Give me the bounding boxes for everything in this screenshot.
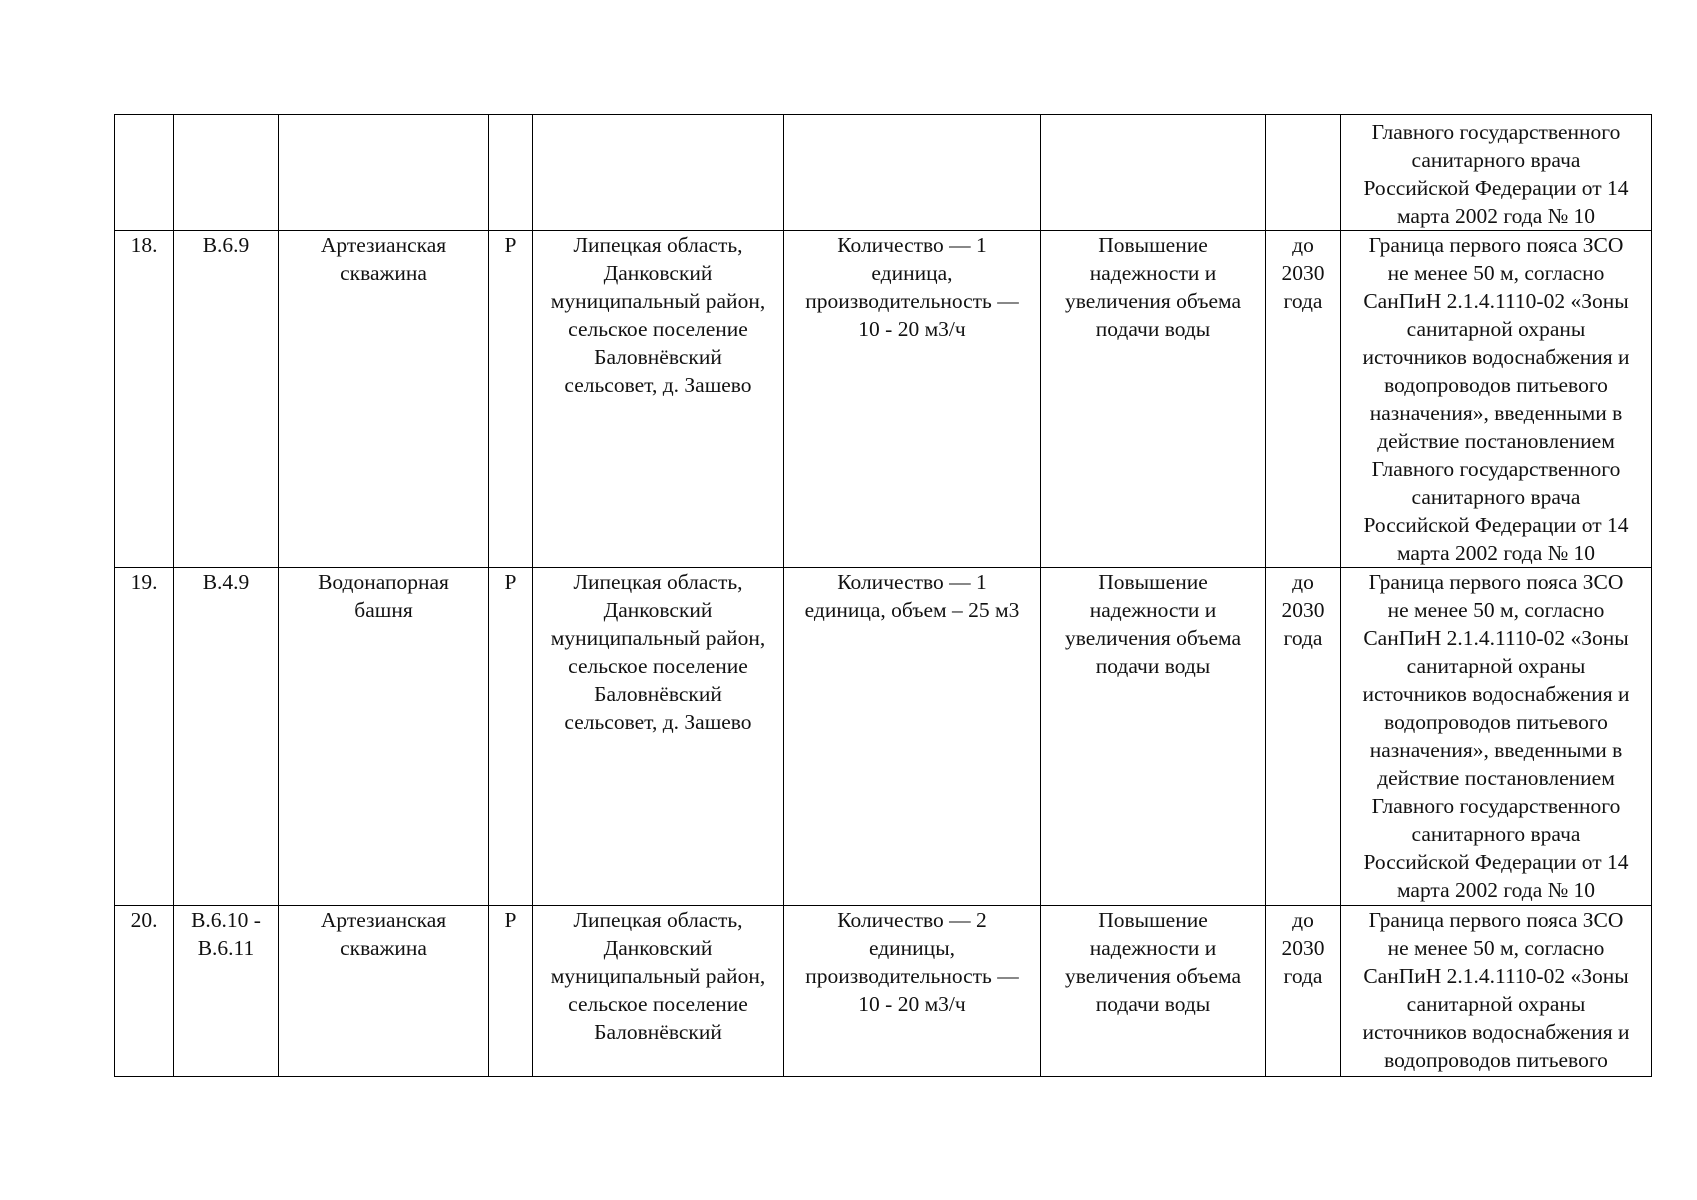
object-term: до 2030 года [1281,233,1325,313]
object-name: Водонапорная башня [318,570,449,622]
cell-name [279,231,489,568]
object-status: Р [504,570,517,594]
row-number: 19. [130,570,158,594]
table-row-continuation [115,115,1652,231]
object-status: Р [504,233,517,257]
object-code: В.6.9 [202,233,250,257]
row-number: 20. [130,908,158,932]
cell-term [1266,231,1341,568]
cell-code [174,115,279,231]
cell-name [279,115,489,231]
cell-requirement [1341,115,1652,231]
cell-num [115,568,174,906]
requirement-text: Граница первого пояса ЗСО не менее 50 м, согласно СанПиН 2.1.4.1110-02 «Зоны санитарной охраны источников водоснабжения и водопроводов питьевого назначения», введенными в действие постановлением Главного государственного санитарного врача Российской Федерации от 14 марта 2002 года № 10 [1362,570,1630,902]
cell-requirement [1341,906,1652,1077]
object-location: Липецкая область, Данковский муниципальный район, сельское поселение Баловнёвский сельсовет, д. Зашево [550,233,766,397]
object-location: Липецкая область, Данковский муниципальный район, сельское поселение Баловнёвский сельсовет, д. Зашево [550,570,766,734]
object-code: В.6.10 - В.6.11 [191,908,261,960]
cell-num [115,115,174,231]
cell-code [174,231,279,568]
object-purpose: Повышение надежности и увеличения объема подачи воды [1065,908,1241,1016]
table-row [115,906,1652,1077]
cell-requirement [1341,568,1652,906]
object-term: до 2030 года [1281,570,1325,650]
cell-term [1266,115,1341,231]
cell-purpose [1041,231,1266,568]
table-row [115,568,1652,906]
requirement-text: Граница первого пояса ЗСО не менее 50 м, согласно СанПиН 2.1.4.1110-02 «Зоны санитарной охраны источников водоснабжения и водопроводов питьевого [1362,908,1630,1072]
cell-term [1266,568,1341,906]
cell-num [115,906,174,1077]
cell-purpose [1041,115,1266,231]
object-characteristics: Количество — 2 единицы, производительность — 10 - 20 м3/ч [805,908,1019,1016]
cell-status [489,115,533,231]
cell-num [115,231,174,568]
object-name: Артезианская скважина [320,233,447,285]
object-characteristics: Количество — 1 единица, объем – 25 м3 [804,570,1020,622]
cell-location [533,231,784,568]
cell-term [1266,906,1341,1077]
cell-characteristics [784,906,1041,1077]
cell-characteristics [784,115,1041,231]
cell-characteristics [784,231,1041,568]
objects-table [114,114,1652,1077]
object-name: Артезианская скважина [320,908,447,960]
object-status: Р [504,908,517,932]
cell-purpose [1041,568,1266,906]
cell-purpose [1041,906,1266,1077]
cell-requirement [1341,231,1652,568]
cell-name [279,568,489,906]
object-term: до 2030 года [1281,908,1325,988]
cell-status [489,568,533,906]
cell-location [533,115,784,231]
table-row [115,231,1652,568]
cell-name [279,906,489,1077]
cell-code [174,906,279,1077]
requirement-text: Главного государственного санитарного врача Российской Федерации от 14 марта 2002 года № 10 [1363,120,1629,228]
object-purpose: Повышение надежности и увеличения объема подачи воды [1065,233,1241,341]
cell-location [533,568,784,906]
cell-status [489,231,533,568]
object-purpose: Повышение надежности и увеличения объема подачи воды [1065,570,1241,678]
requirement-text: Граница первого пояса ЗСО не менее 50 м, согласно СанПиН 2.1.4.1110-02 «Зоны санитарной охраны источников водоснабжения и водопроводов питьевого назначения», введенными в действие постановлением Главного государственного санитарного врача Российской Федерации от 14 марта 2002 года № 10 [1362,233,1630,565]
cell-characteristics [784,568,1041,906]
cell-location [533,906,784,1077]
cell-status [489,906,533,1077]
object-characteristics: Количество — 1 единица, производительность — 10 - 20 м3/ч [805,233,1019,341]
object-location: Липецкая область, Данковский муниципальный район, сельское поселение Баловнёвский [550,908,766,1044]
row-number: 18. [130,233,158,257]
cell-code [174,568,279,906]
object-code: В.4.9 [202,570,250,594]
